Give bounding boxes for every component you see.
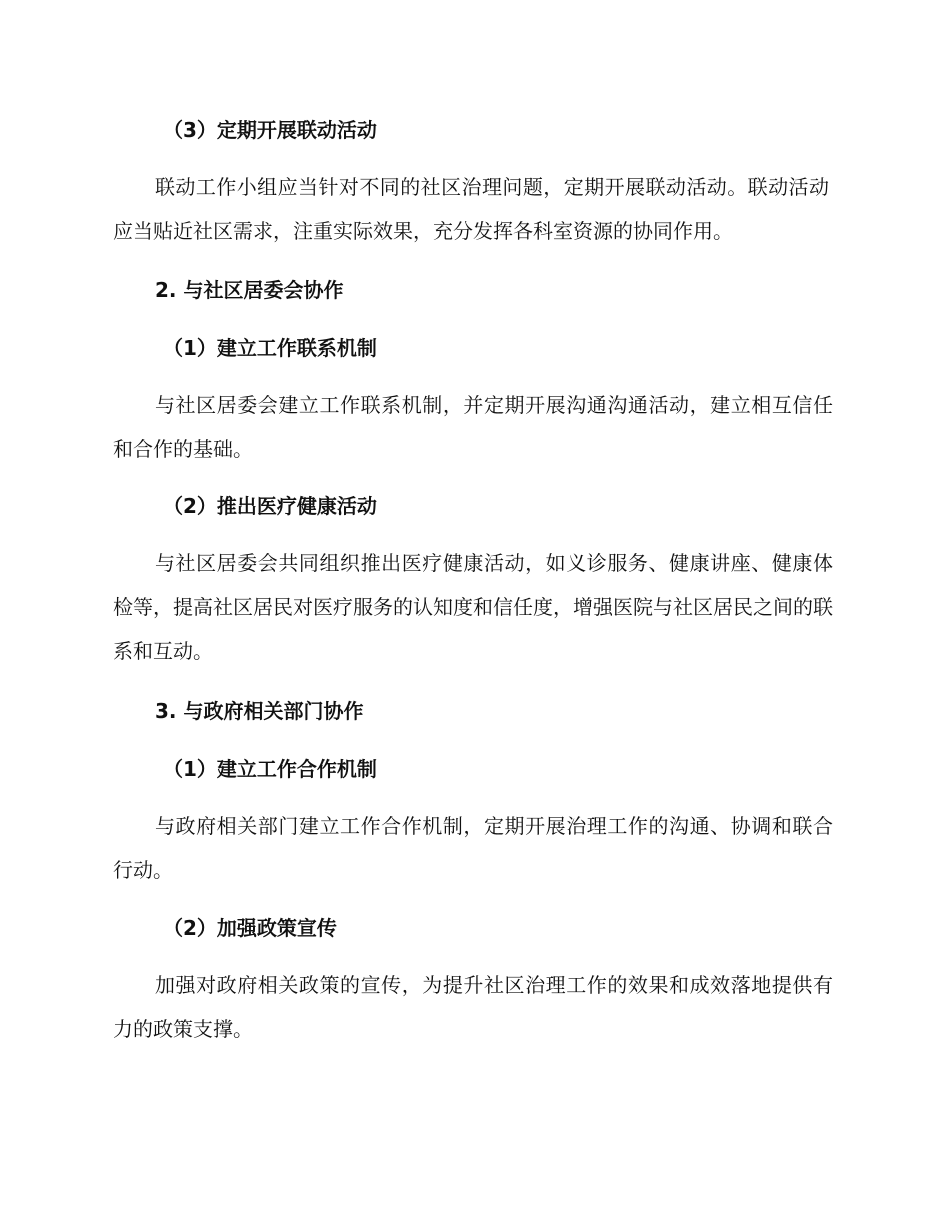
subheading-contact-mechanism: （1）建立工作联系机制 <box>163 336 377 360</box>
subheading-health-activities: （2）推出医疗健康活动 <box>163 494 377 518</box>
subheading-cooperation-mechanism: （1）建立工作合作机制 <box>163 757 377 781</box>
paragraph-cooperation-mechanism: 与政府相关部门建立工作合作机制，定期开展治理工作的沟通、协调和联合行动。 <box>113 814 833 882</box>
section-heading-community-committee: 2. 与社区居委会协作 <box>155 278 344 302</box>
subheading-regular-linkage-activities: （3）定期开展联动活动 <box>163 118 377 142</box>
subheading-policy-publicity: （2）加强政策宣传 <box>163 916 337 940</box>
paragraph-policy-publicity: 加强对政府相关政策的宣传，为提升社区治理工作的效果和成效落地提供有力的政策支撑。 <box>113 973 833 1041</box>
paragraph-health-activities: 与社区居委会共同组织推出医疗健康活动，如义诊服务、健康讲座、健康体检等，提高社区居民对医疗服务的认知度和信任度，增强医院与社区居民之间的联系和互动。 <box>113 551 833 663</box>
paragraph-contact-mechanism: 与社区居委会建立工作联系机制，并定期开展沟通沟通活动，建立相互信任和合作的基础。 <box>113 393 833 461</box>
paragraph-linkage-activities: 联动工作小组应当针对不同的社区治理问题，定期开展联动活动。联动活动应当贴近社区需求，注重实际效果，充分发挥各科室资源的协同作用。 <box>113 175 829 243</box>
section-heading-government-departments: 3. 与政府相关部门协作 <box>155 699 364 723</box>
